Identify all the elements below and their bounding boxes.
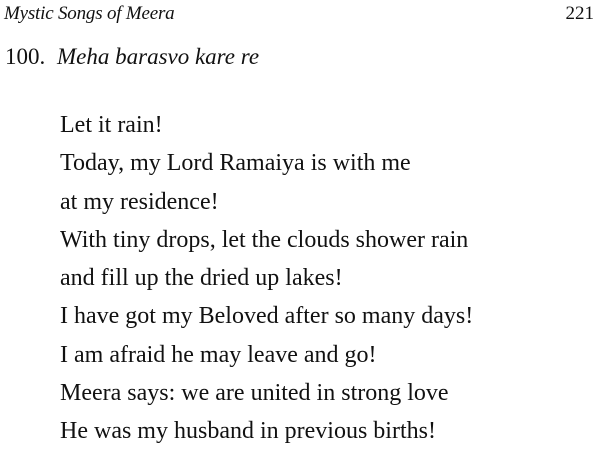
poem-line: at my residence! (60, 188, 219, 215)
poem-line: I am afraid he may leave and go! (60, 341, 377, 368)
poem-line: Meera says: we are united in strong love (60, 380, 449, 407)
poem-line: With tiny drops, let the clouds shower rain (60, 226, 469, 253)
poem-body (60, 106, 473, 451)
running-head: Mystic Songs of Meera (4, 3, 175, 24)
poem-line: Today, my Lord Ramaiya is with me (60, 150, 411, 177)
poem-title: Meha barasvo kare re (57, 44, 260, 69)
page-number: 221 (565, 3, 594, 24)
poem-line: I have got my Beloved after so many days! (60, 303, 474, 330)
poem-line: He was my husband in previous births! (60, 418, 436, 445)
poem-line: and fill up the dried up lakes! (60, 265, 343, 292)
poem-number: 100. (5, 44, 46, 69)
poem-heading (5, 44, 259, 70)
poem-line: Let it rain! (60, 112, 163, 138)
